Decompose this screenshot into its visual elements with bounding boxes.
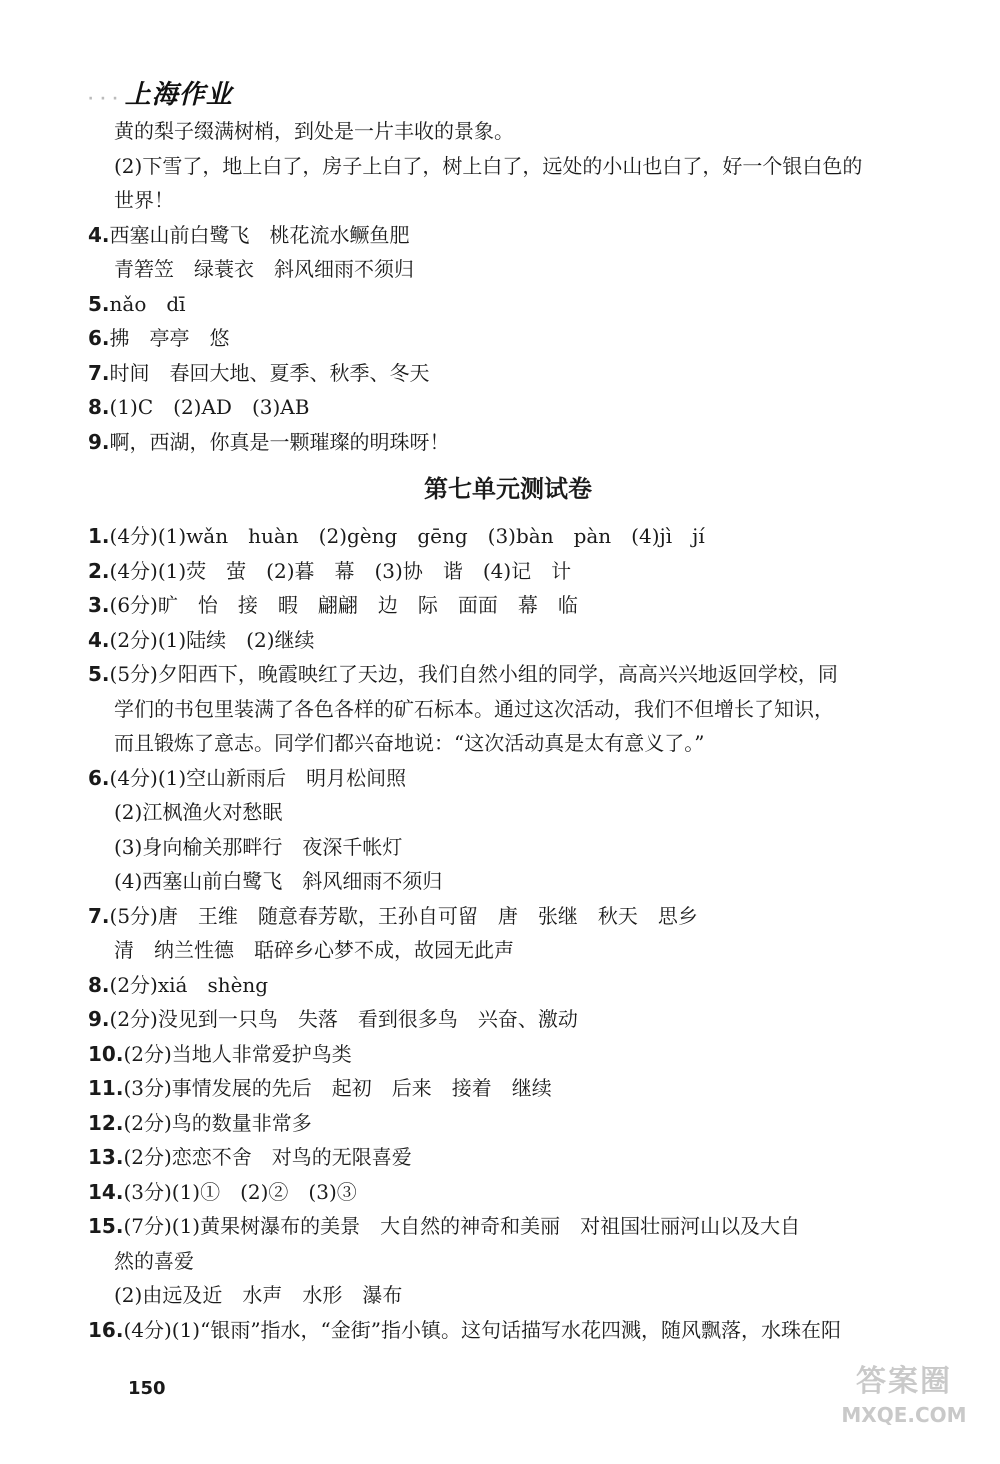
item-text: nǎo dī (109, 291, 186, 316)
answer-item (88, 287, 928, 322)
header-logo-text: 上海作业 (124, 80, 233, 110)
watermark-logo-text: 答案圈 (856, 1364, 952, 1399)
item-number: 14. (88, 1179, 124, 1204)
item-number: 9. (88, 429, 110, 454)
answer-item (88, 554, 928, 589)
answer-item (88, 1037, 928, 1072)
answer-item (88, 899, 928, 934)
answer-item (88, 218, 928, 253)
answer-item (88, 1071, 928, 1106)
answer-line: 而且锻炼了意志。同学们都兴奋地说：“这次活动真是太有意义了。” (114, 731, 705, 755)
answer-item (88, 425, 928, 460)
item-number: 15. (88, 1214, 124, 1238)
answer-line: 然的喜爱 (114, 1248, 194, 1273)
answer-item (88, 356, 928, 391)
answer-item (88, 390, 928, 425)
page-number: 150 (128, 1378, 166, 1399)
item-number: 9. (88, 1007, 110, 1031)
item-text: (4分)(1)荧 萤 (2)暮 幕 (3)协 谐 (4)记 计 (109, 558, 572, 583)
answer-item (88, 1313, 928, 1348)
item-number: 12. (88, 1110, 124, 1135)
item-text: (3分)事情发展的先后 起初 后来 接着 继续 (123, 1076, 552, 1100)
item-number: 7. (88, 903, 110, 928)
answer-item (88, 1106, 928, 1141)
item-number: 5. (88, 291, 110, 316)
item-text: (1)C (2)AD (3)AB (109, 395, 310, 419)
header-logo: · · · 上海作业 (88, 80, 233, 110)
item-number: 11. (88, 1076, 124, 1100)
item-text: (2分)恋恋不舍 对鸟的无限喜爱 (123, 1145, 412, 1169)
answer-line: 学们的书包里装满了各色各样的矿石标本。通过这次活动，我们不但增长了知识， (114, 696, 834, 721)
answer-item (88, 588, 928, 623)
answer-line: (4)西塞山前白鹭飞 斜风细雨不须归 (114, 869, 443, 893)
item-number: 4. (88, 627, 110, 652)
answer-line: 清 纳兰性德 聒碎乡心梦不成，故园无此声 (114, 938, 514, 962)
item-number: 2. (88, 558, 110, 583)
answer-item (88, 657, 928, 692)
answer-line: 世界！ (114, 188, 174, 212)
item-number: 7. (88, 360, 110, 385)
watermark-url: MXQE.COM (841, 1403, 967, 1427)
answer-item (88, 1140, 928, 1175)
answer-item (88, 761, 928, 796)
item-number: 3. (88, 593, 110, 617)
answer-content (88, 114, 928, 1347)
answer-item (88, 623, 928, 658)
item-text: (3分)(1)① (2)② (3)③ (123, 1179, 357, 1204)
section-title: 第七单元测试卷 (424, 475, 592, 503)
item-number: 6. (88, 765, 110, 790)
answer-line: 青箬笠 绿蓑衣 斜风细雨不须归 (114, 257, 414, 281)
answer-item (88, 968, 928, 1003)
item-text: 时间 春回大地、夏季、秋季、冬天 (109, 360, 430, 385)
answer-item (88, 321, 928, 356)
item-number: 4. (88, 222, 110, 247)
answer-line: (3)身向榆关那畔行 夜深千帐灯 (114, 834, 403, 859)
item-text: 拂 亭亭 悠 (109, 326, 230, 350)
item-text: 啊，西湖，你真是一颗璀璨的明珠呀！ (109, 429, 450, 454)
item-text: (2分)鸟的数量非常多 (123, 1110, 312, 1135)
answer-item (88, 1209, 928, 1244)
item-number: 8. (88, 395, 110, 419)
answer-line: (2)江枫渔火对愁眠 (114, 800, 283, 824)
item-text: (6分)旷 怡 接 暇 翩翩 边 际 面面 幕 临 (109, 593, 578, 617)
item-number: 16. (88, 1317, 124, 1342)
item-text: (2分)(1)陆续 (2)继续 (109, 627, 315, 652)
watermark (814, 1362, 994, 1428)
answer-line: 黄的梨子缀满树梢，到处是一片丰收的景象。 (114, 119, 514, 143)
item-number: 1. (88, 524, 110, 548)
item-number: 6. (88, 326, 110, 350)
item-text: (2分)当地人非常爱护鸟类 (123, 1041, 352, 1066)
item-text: (2分)xiá shèng (109, 972, 269, 997)
item-number: 5. (88, 662, 110, 686)
answer-line: (2)下雪了，地上白了，房子上白了，树上白了，远处的小山也白了，好一个银白色的 (114, 153, 863, 178)
answer-line: (2)由远及近 水声 水形 瀑布 (114, 1283, 403, 1307)
item-text: (4分)(1)“银雨”指水，“金街”指小镇。这句话描写水花四溅，随风飘落，水珠在阳 (123, 1317, 841, 1342)
item-text: (7分)(1)黄果树瀑布的美景 大自然的神奇和美丽 对祖国壮丽河山以及大自 (123, 1214, 801, 1238)
answer-item (88, 1175, 928, 1210)
item-text: (2分)没见到一只鸟 失落 看到很多鸟 兴奋、激动 (109, 1007, 578, 1031)
item-text: (4分)(1)空山新雨后 明月松间照 (109, 765, 407, 790)
item-number: 13. (88, 1145, 124, 1169)
answer-item (88, 1002, 928, 1037)
item-text: (5分)夕阳西下，晚霞映红了天边，我们自然小组的同学，高高兴兴地返回学校，同 (109, 662, 838, 686)
item-text: 西塞山前白鹭飞 桃花流水鳜鱼肥 (109, 222, 410, 247)
item-number: 8. (88, 972, 110, 997)
item-text: (5分)唐 王维 随意春芳歇，王孙自可留 唐 张继 秋天 思乡 (109, 903, 698, 928)
item-text: (4分)(1)wǎn huàn (2)gèng gēng (3)bàn pàn (4)jì jí (109, 524, 705, 548)
answer-item (88, 519, 928, 554)
item-number: 10. (88, 1041, 124, 1066)
